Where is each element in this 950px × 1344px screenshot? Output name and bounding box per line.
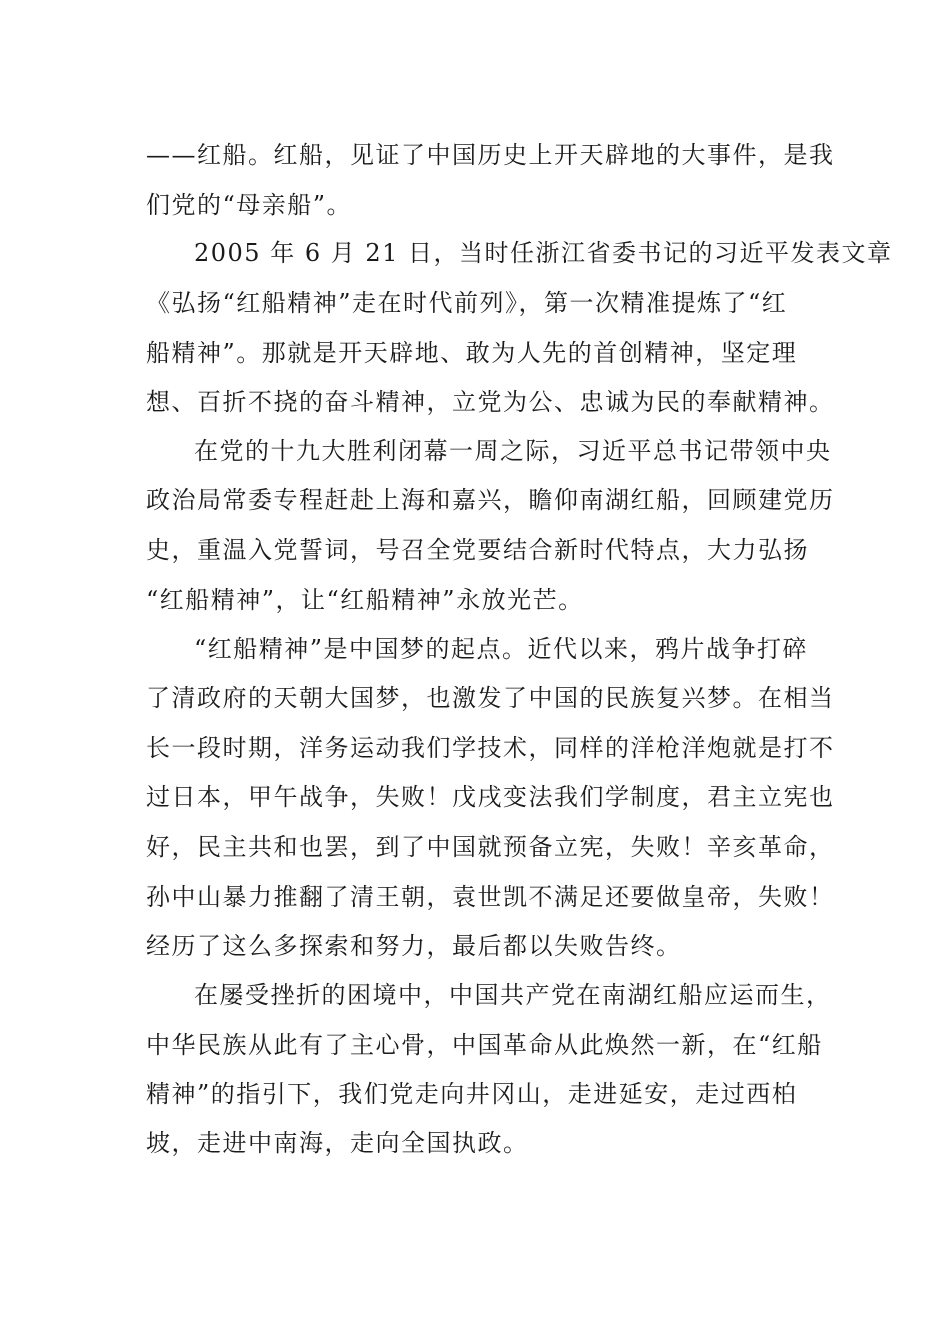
text-line: 了清政府的天朝大国梦，也激发了中国的民族复兴梦。在相当 [146, 684, 835, 712]
text-line: 船精神”。那就是开天辟地、敢为人先的首创精神，坚定理 [146, 339, 798, 367]
paragraph-first-line: “红船精神”是中国梦的起点。近代以来，鸦片战争打碎 [194, 635, 809, 663]
text-line: 政治局常委专程赶赴上海和嘉兴，瞻仰南湖红船，回顾建党历 [146, 486, 835, 514]
text-line: “红船精神”，让“红船精神”永放光芒。 [146, 586, 584, 614]
paragraph-first-line: 在屡受挫折的困境中，中国共产党在南湖红船应运而生， [194, 981, 832, 1009]
text-line: 中华民族从此有了主心骨，中国革命从此焕然一新，在“红船 [146, 1031, 823, 1059]
text-line: 想、百折不挠的奋斗精神，立党为公、忠诚为民的奉献精神。 [146, 388, 835, 416]
paragraph-first-line: 2005 年 6 月 21 日，当时任浙江省委书记的习近平发表文章 [194, 239, 893, 267]
text-line: 过日本，甲午战争，失败！戊戌变法我们学制度，君主立宪也 [146, 783, 835, 811]
paragraph-first-line: 在党的十九大胜利闭幕一周之际，习近平总书记带领中央 [194, 437, 832, 465]
text-line: 精神”的指引下，我们党走向井冈山，走进延安，走过西柏 [146, 1080, 798, 1108]
text-line: 孙中山暴力推翻了清王朝，袁世凯不满足还要做皇帝，失败！ [146, 883, 835, 911]
text-line: 坡，走进中南海，走向全国执政。 [146, 1129, 529, 1157]
text-line: 们党的“母亲船”。 [146, 191, 353, 219]
text-line: 长一段时期，洋务运动我们学技术，同样的洋枪洋炮就是打不 [146, 734, 835, 762]
text-line: 《弘扬“红船精神”走在时代前列》，第一次精准提炼了“红 [146, 289, 788, 317]
text-line: 史，重温入党誓词，号召全党要结合新时代特点，大力弘扬 [146, 536, 809, 564]
text-line: ——红船。红船，见证了中国历史上开天辟地的大事件，是我 [146, 141, 835, 169]
text-line: 好，民主共和也罢，到了中国就预备立宪，失败！辛亥革命， [146, 833, 835, 861]
text-line: 经历了这么多探索和努力，最后都以失败告终。 [146, 932, 682, 960]
